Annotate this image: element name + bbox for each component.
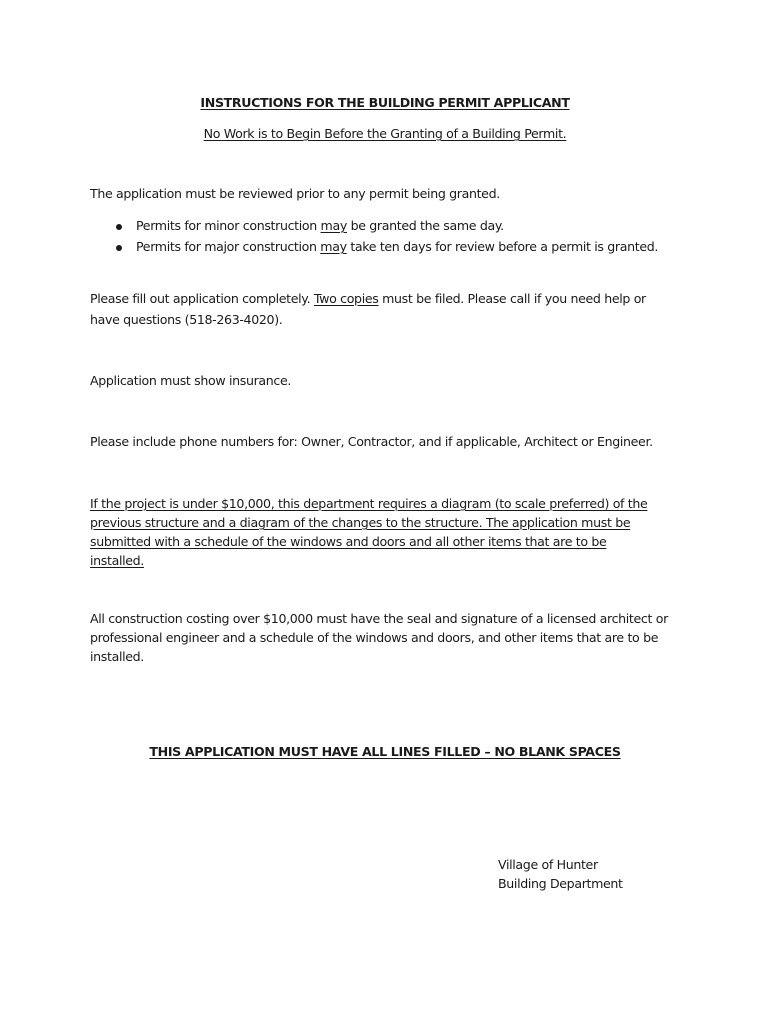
intro-text: The application must be reviewed prior to any permit being granted. (90, 186, 500, 201)
under-10000-line-4: installed. (90, 553, 144, 568)
under-10000-line-2: previous structure and a diagram of the changes to the structure. The application must be (90, 515, 631, 530)
blank-spaces-notice: THIS APPLICATION MUST HAVE ALL LINES FILLED – NO BLANK SPACES (149, 744, 621, 759)
bullet-icon (116, 245, 122, 251)
under-10000-line-1: If the project is under $10,000, this department requires a diagram (to scale preferred) of the (90, 496, 648, 511)
fill-out-line-2: have questions (518-263-4020). (90, 312, 283, 327)
bullet-item-minor: Permits for minor construction may be granted the same day. (136, 218, 504, 233)
signature-line-1: Village of Hunter (498, 857, 598, 872)
signature-line-2: Building Department (498, 876, 623, 891)
over-10000-line-1: All construction costing over $10,000 must have the seal and signature of a licensed architect or (90, 611, 668, 626)
phone-numbers-text: Please include phone numbers for: Owner, Contractor, and if applicable, Architect or Engineer. (90, 434, 653, 449)
fill-out-line-1: Please fill out application completely. Two copies must be filed. Please call if you need help or (90, 291, 646, 306)
bullet-item-major: Permits for major construction may take ten days for review before a permit is granted. (136, 239, 659, 254)
document-title: INSTRUCTIONS FOR THE BUILDING PERMIT APPLICANT (200, 95, 570, 110)
over-10000-line-3: installed. (90, 649, 144, 664)
under-10000-line-3: submitted with a schedule of the windows and doors and all other items that are to be (90, 534, 607, 549)
bullet-icon (116, 224, 122, 230)
document-subtitle: No Work is to Begin Before the Granting of a Building Permit. (203, 126, 567, 141)
insurance-text: Application must show insurance. (90, 373, 292, 388)
over-10000-line-2: professional engineer and a schedule of the windows and doors, and other items that are to be (90, 630, 659, 645)
